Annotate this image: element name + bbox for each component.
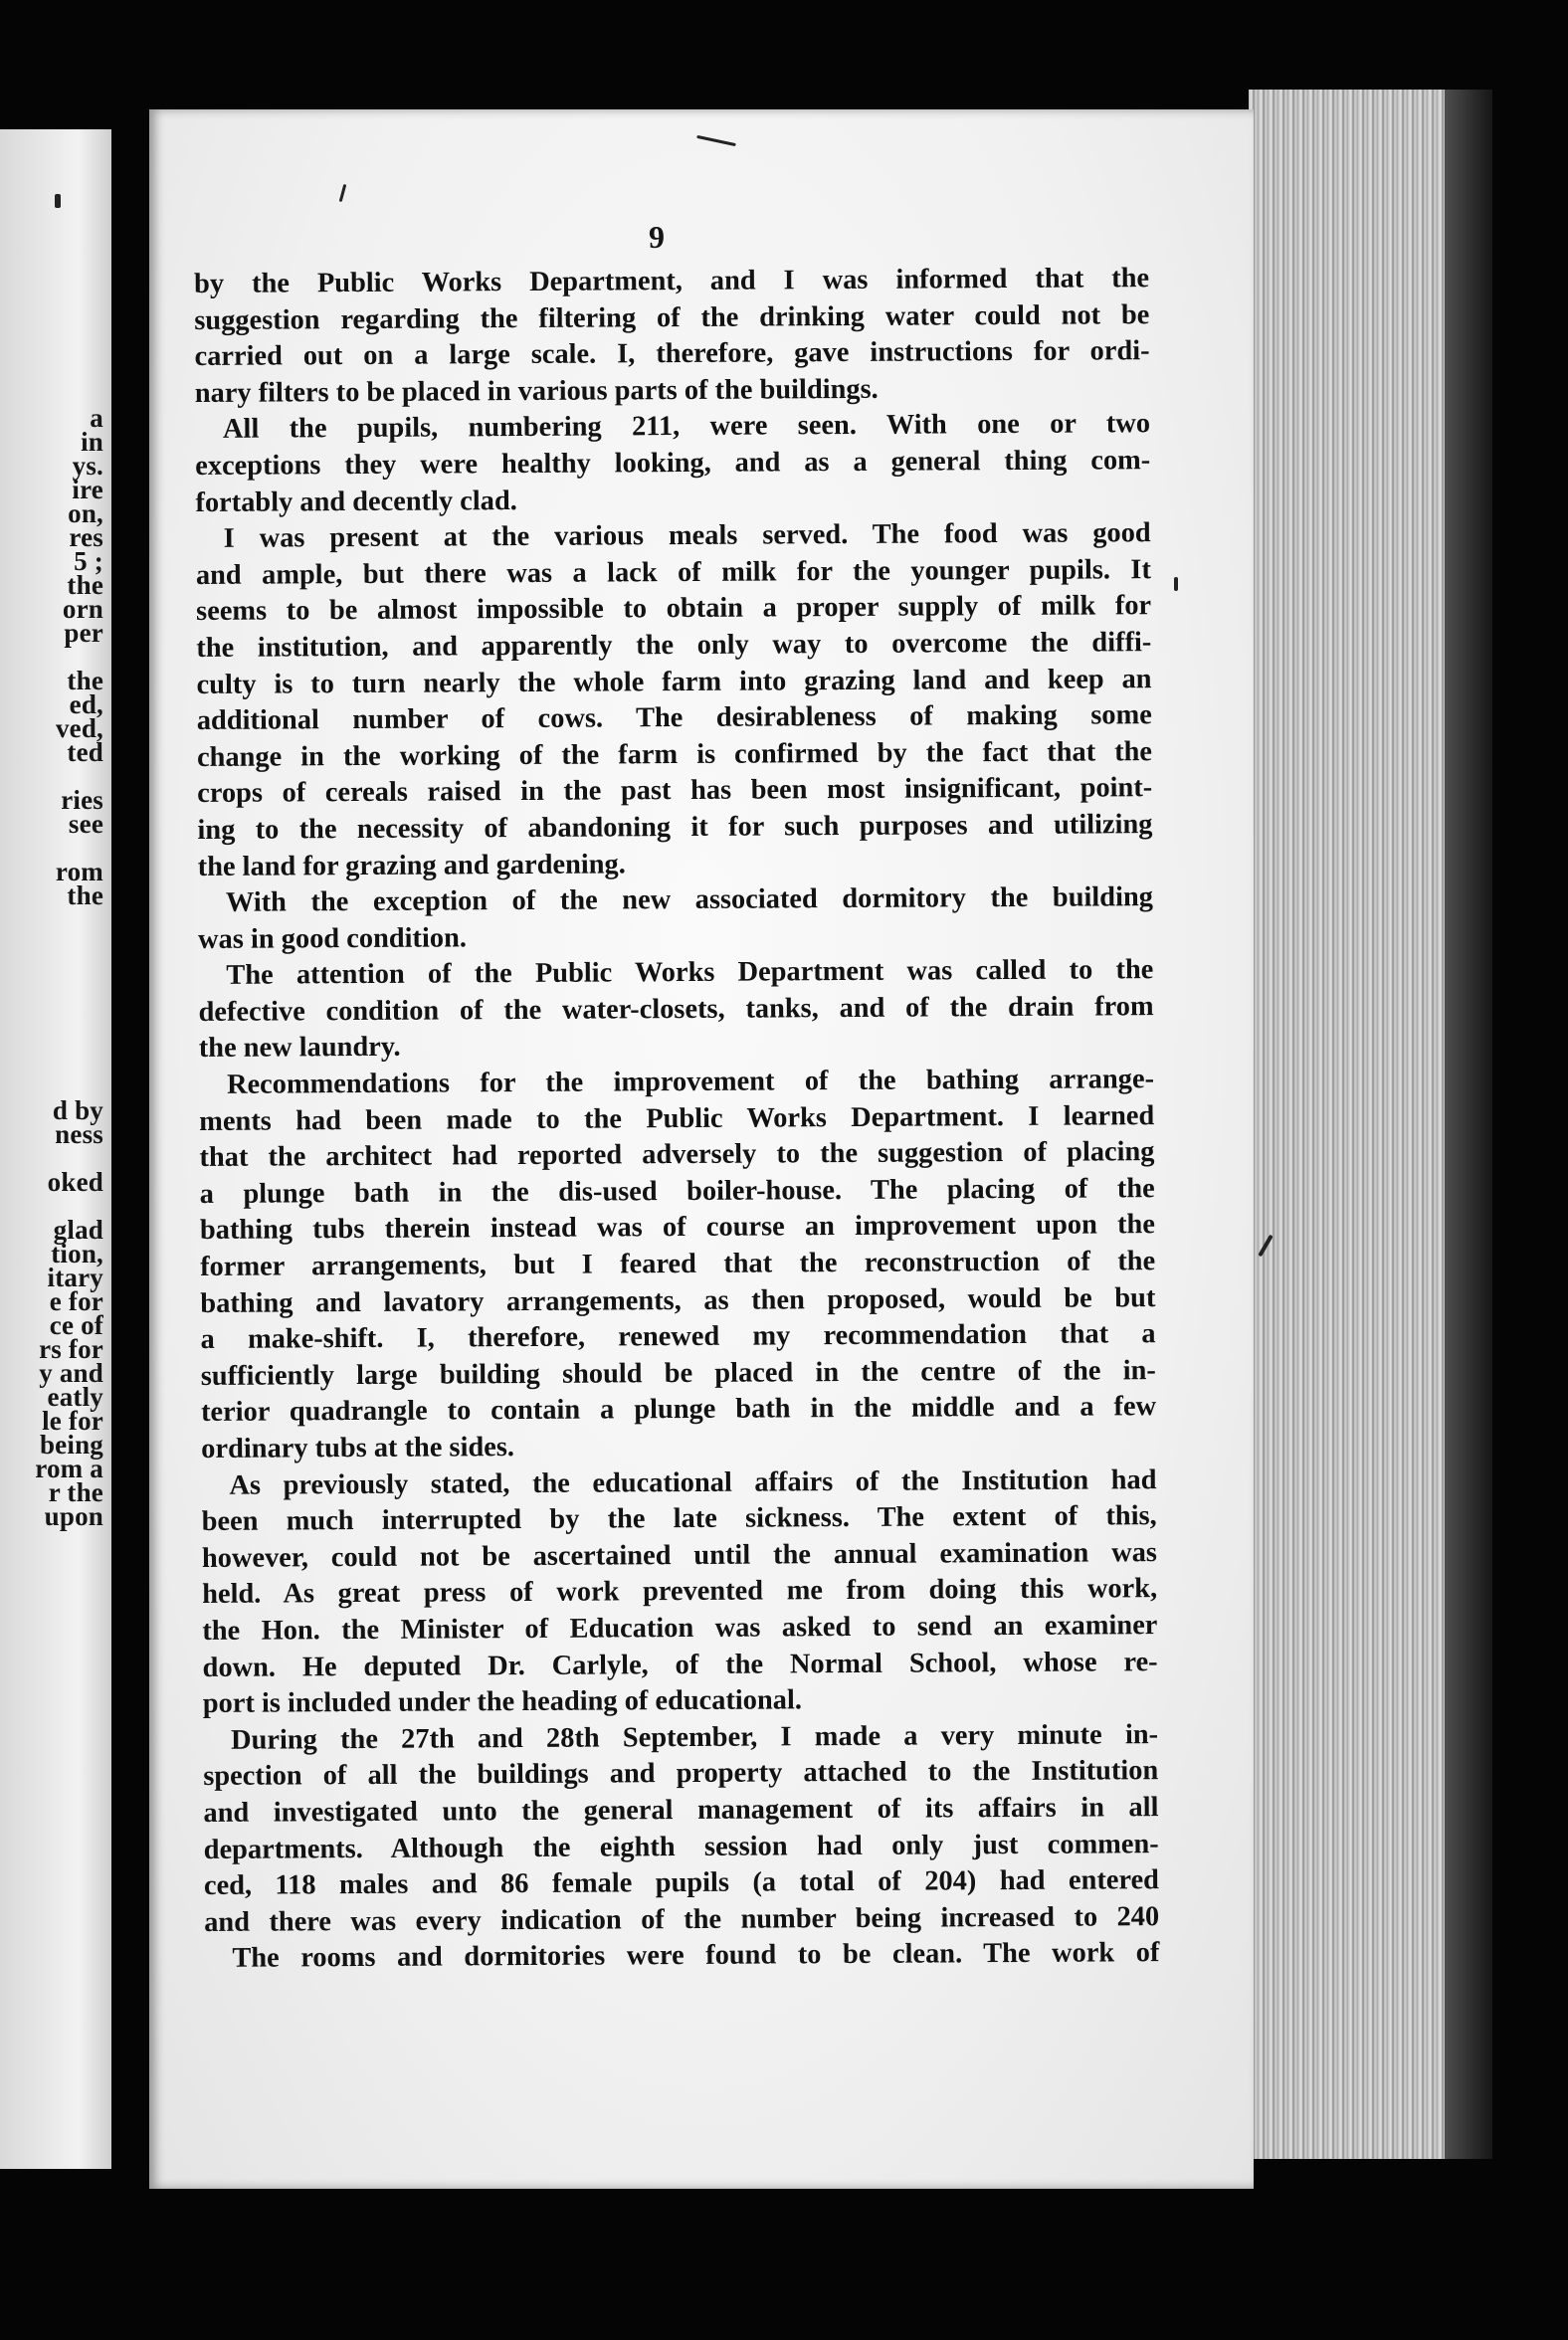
text-line: and ample, but there was a lack of milk for the younger pupils. It <box>195 553 1151 591</box>
left-page-fragment: 5 ; <box>74 546 103 576</box>
text-line: the new laundry. <box>198 1032 401 1065</box>
text-line: ments had been made to the Public Works Department. I learned <box>199 1099 1155 1137</box>
text-line: seems to be almost impossible to obtain a proper supply of milk for <box>196 590 1152 628</box>
text-line: bathing tubs therein instead was of course an improvement upon the <box>199 1209 1155 1247</box>
text-line: defective condition of the water-closets, tanks, and of the drain from <box>198 990 1154 1028</box>
text-line: by the Public Works Department, and I was informed that the <box>194 263 1150 299</box>
text-line: that the architect had reported adversely to the suggestion of placing <box>199 1136 1155 1174</box>
left-page-fragment: rom a <box>35 1454 103 1483</box>
left-page-fragment: itary <box>47 1263 103 1292</box>
text-line: All the pupils, numbering 211, were seen. With one or two <box>222 408 1151 446</box>
text-line: Recommendations for the improvement of the bathing arrange- <box>226 1064 1155 1100</box>
left-page-fragment: d by <box>52 1095 103 1125</box>
left-page-fragment: ness <box>55 1119 103 1149</box>
body-text <box>194 261 1159 1978</box>
left-facing-page <box>0 129 111 2169</box>
left-page-fragment: the <box>67 666 103 695</box>
text-line: the land for grazing and gardening. <box>197 848 626 882</box>
text-line: The rooms and dormitories were found to be clean. The work of <box>232 1937 1160 1975</box>
text-line: the institution, and apparently the only way to overcome the diffi- <box>196 627 1152 664</box>
left-page-fragment: ys. <box>72 451 103 481</box>
text-line: port is included under the heading of educational. <box>202 1684 803 1720</box>
text-line: culty is to turn nearly the whole farm into grazing land and keep an <box>196 663 1152 700</box>
left-page-fragment: rs for <box>39 1334 103 1364</box>
left-page-fragment: on, <box>68 498 103 528</box>
scan-speck <box>55 194 61 208</box>
text-line: and there was every indication of the number being increased to 240 <box>204 1900 1160 1938</box>
text-line: a plunge bath in the dis-used boiler-house. The placing of the <box>199 1172 1155 1210</box>
left-page-fragment: tion, <box>51 1239 103 1268</box>
left-page-fragment: the <box>67 570 103 600</box>
text-line: additional number of cows. The desirableness of making some <box>196 699 1152 737</box>
text-line: departments. Although the eighth session had only just commen- <box>203 1828 1159 1865</box>
left-page-fragment: ce of <box>49 1310 103 1340</box>
text-line: exceptions they were healthy looking, and as a general thing com- <box>195 445 1151 482</box>
text-line: a make-shift. I, therefore, renewed my recommendation that a <box>200 1318 1156 1356</box>
text-line: ordinary tubs at the sides. <box>201 1432 515 1464</box>
left-page-fragment: ed, <box>69 689 103 719</box>
text-line: suggestion regarding the filtering of the drinking water could not be <box>194 298 1150 336</box>
book-page-edges <box>1249 90 1492 2159</box>
text-line: spection of all the buildings and property attached to the Institution <box>203 1755 1159 1793</box>
text-line: During the 27th and 28th September, I made a very minute in- <box>230 1718 1159 1756</box>
left-page-fragment: eatly <box>47 1382 103 1412</box>
text-line: fortably and decently clad. <box>195 485 517 518</box>
page-number: 9 <box>649 219 665 255</box>
left-page-fragment: ire <box>72 475 103 504</box>
left-page-fragment: orn <box>62 594 103 624</box>
left-page-fragment: ries <box>61 785 103 815</box>
text-line: was in good condition. <box>198 922 468 955</box>
left-page-fragment: oked <box>47 1167 103 1197</box>
scan-speck <box>1174 577 1178 591</box>
text-line: As previously stated, the educational affairs of the Institution had <box>229 1463 1157 1501</box>
text-line: carried out on a large scale. I, therefore, gave instructions for ordi- <box>194 335 1150 373</box>
left-page-fragment: upon <box>44 1501 103 1531</box>
text-line: down. He deputed Dr. Carlyle, of the Normal School, whose re- <box>202 1646 1158 1683</box>
left-page-fragment: e for <box>49 1286 103 1316</box>
left-page-fragment: see <box>68 809 103 839</box>
left-page-fragment: ved, <box>55 713 103 743</box>
text-line: crops of cereals raised in the past has been most insignificant, point- <box>197 772 1153 810</box>
text-line: terior quadrangle to contain a plunge bath in the middle and a few <box>200 1391 1157 1429</box>
text-line: nary filters to be placed in various parts of the buildings. <box>194 373 879 409</box>
left-page-fragment: being <box>39 1430 103 1460</box>
text-line: held. As great press of work prevented me from doing this work, <box>202 1573 1158 1611</box>
left-page-fragment: glad <box>53 1215 103 1245</box>
left-page-fragment: res <box>69 522 103 552</box>
text-line: change in the working of the farm is confirmed by the fact that the <box>196 735 1153 773</box>
text-line: been much interrupted by the late sickness. The extent of this, <box>201 1500 1157 1538</box>
text-line: sufficiently large building should be placed in the centre of the in- <box>200 1354 1156 1392</box>
left-page-fragment: rom <box>55 857 103 886</box>
text-line: ced, 118 males and 86 female pupils (a total of 204) had entered <box>203 1864 1160 1902</box>
text-line: With the exception of the new associated dormitory the building <box>225 881 1153 918</box>
text-line: the Hon. the Minister of Education was asked to send an examiner <box>202 1610 1158 1647</box>
left-page-fragment: r the <box>48 1477 103 1507</box>
text-line: ing to the necessity of abandoning it for such purposes and utilizing <box>197 809 1153 846</box>
left-page-fragment: in <box>81 427 103 457</box>
left-page-fragment: the <box>67 880 103 910</box>
text-line: and investigated unto the general management of its affairs in all <box>203 1792 1159 1829</box>
left-page-fragment: ted <box>67 737 103 767</box>
text-line: former arrangements, but I feared that the reconstruction of the <box>200 1246 1156 1283</box>
left-page-fragment: le for <box>42 1406 103 1436</box>
text-line: however, could not be ascertained until the annual examination was <box>201 1536 1158 1574</box>
left-page-fragment: a <box>90 403 103 433</box>
left-page-fragment: y and <box>39 1358 103 1388</box>
left-page-fragment: per <box>64 618 103 648</box>
text-line: bathing and lavatory arrangements, as then proposed, would be but <box>200 1281 1156 1319</box>
text-line: I was present at the various meals served. The food was good <box>223 517 1151 554</box>
text-line: The attention of the Public Works Department was called to the <box>226 954 1154 992</box>
